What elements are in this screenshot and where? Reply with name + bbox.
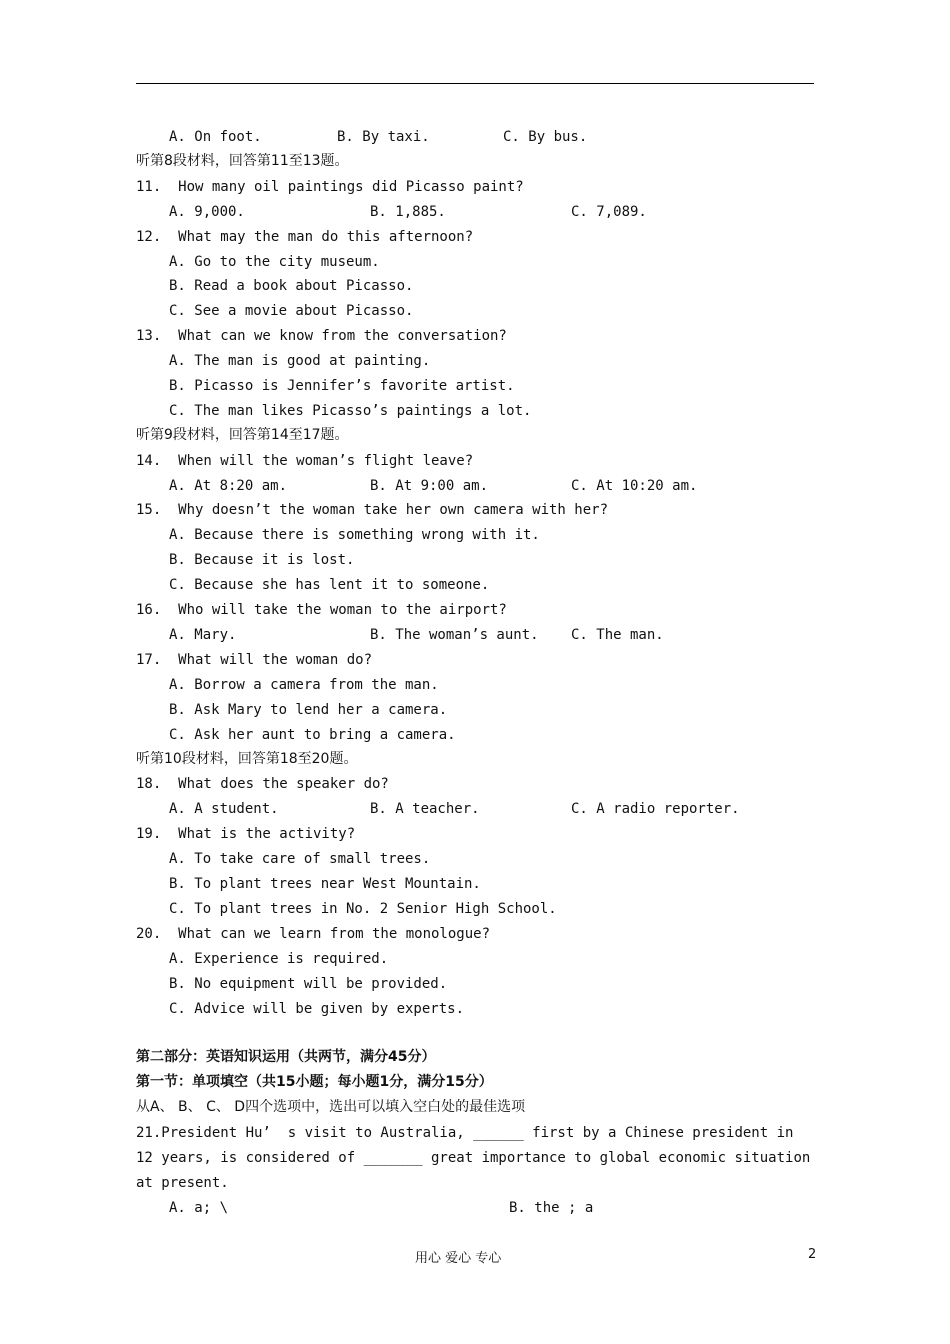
option-c: C. 7,089. xyxy=(571,204,647,220)
option-a: A. A student. xyxy=(169,801,279,817)
option-b: B. A teacher. xyxy=(370,801,480,817)
option-a: A. The man is good at painting. xyxy=(169,353,431,369)
question-21-line: 21.President Hu’ s visit to Australia, ______ first by a Chinese president in xyxy=(136,1125,794,1141)
option-a: A. 9,000. xyxy=(169,204,245,220)
option-b: B. To plant trees near West Mountain. xyxy=(169,876,481,892)
option-a: A. a; \ xyxy=(169,1200,229,1216)
option-c: C. The man likes Picasso’s paintings a lot. xyxy=(169,403,532,419)
option-a: A. Mary. xyxy=(169,627,237,643)
q11-options xyxy=(169,201,769,223)
q16-options xyxy=(169,624,769,646)
option-a: A. Go to the city museum. xyxy=(169,254,380,270)
question-17: 17. What will the woman do? xyxy=(136,652,373,668)
section-heading: 听第9段材料，回答第14至17题。 xyxy=(136,427,349,443)
question-12: 12. What may the man do this afternoon? xyxy=(136,229,474,245)
section-heading: 第一节：单项填空（共15小题；每小题1分，满分15分） xyxy=(136,1074,493,1090)
option-c: C. Because she has lent it to someone. xyxy=(169,577,490,593)
page-number: 2 xyxy=(808,1247,817,1262)
option-b: B. By taxi. xyxy=(337,129,430,145)
question-21-line: 12 years, is considered of _______ great importance to global economic situation xyxy=(136,1150,811,1166)
option-a: A. On foot. xyxy=(169,129,262,145)
question-19: 19. What is the activity? xyxy=(136,826,356,842)
section-heading: 听第8段材料，回答第11至13题。 xyxy=(136,153,349,169)
question-11: 11. How many oil paintings did Picasso paint? xyxy=(136,179,524,195)
option-c: C. Advice will be given by experts. xyxy=(169,1001,465,1017)
instruction-text: 从A、 B、 C、 D四个选项中，选出可以填入空白处的最佳选项 xyxy=(136,1099,526,1115)
option-b: B. At 9:00 am. xyxy=(370,478,489,494)
q10-options xyxy=(169,126,669,148)
question-18: 18. What does the speaker do? xyxy=(136,776,389,792)
q18-options xyxy=(169,798,769,820)
option-a: A. Because there is something wrong with it. xyxy=(169,527,540,543)
option-c: C. By bus. xyxy=(503,129,588,145)
option-c: C. At 10:20 am. xyxy=(571,478,698,494)
option-a: A. To take care of small trees. xyxy=(169,851,431,867)
option-b: B. No equipment will be provided. xyxy=(169,976,448,992)
option-b: B. Read a book about Picasso. xyxy=(169,278,414,294)
option-a: A. At 8:20 am. xyxy=(169,478,288,494)
option-c: C. To plant trees in No. 2 Senior High School. xyxy=(169,901,557,917)
question-20: 20. What can we learn from the monologue? xyxy=(136,926,491,942)
option-b: B. 1,885. xyxy=(370,204,446,220)
option-b: B. Picasso is Jennifer’s favorite artist. xyxy=(169,378,515,394)
option-c: C. Ask her aunt to bring a camera. xyxy=(169,727,456,743)
header-rule xyxy=(136,83,814,84)
section-heading: 听第10段材料，回答第18至20题。 xyxy=(136,751,358,767)
question-21-line: at present. xyxy=(136,1175,229,1191)
option-c: C. A radio reporter. xyxy=(571,801,740,817)
question-15: 15. Why doesn’t the woman take her own camera with her? xyxy=(136,502,609,518)
option-b: B. the ; a xyxy=(509,1200,594,1216)
footer-motto: 用心 爱心 专心 xyxy=(415,1251,502,1266)
question-14: 14. When will the woman’s flight leave? xyxy=(136,453,474,469)
option-a: A. Experience is required. xyxy=(169,951,389,967)
part-heading: 第二部分：英语知识运用（共两节，满分45分） xyxy=(136,1049,436,1065)
option-c: C. The man. xyxy=(571,627,664,643)
question-16: 16. Who will take the woman to the airport? xyxy=(136,602,507,618)
option-c: C. See a movie about Picasso. xyxy=(169,303,414,319)
option-b: B. Because it is lost. xyxy=(169,552,355,568)
option-b: B. The woman’s aunt. xyxy=(370,627,539,643)
option-b: B. Ask Mary to lend her a camera. xyxy=(169,702,448,718)
option-a: A. Borrow a camera from the man. xyxy=(169,677,439,693)
q14-options xyxy=(169,475,769,497)
question-13: 13. What can we know from the conversation? xyxy=(136,328,507,344)
q21-options xyxy=(169,1197,769,1219)
